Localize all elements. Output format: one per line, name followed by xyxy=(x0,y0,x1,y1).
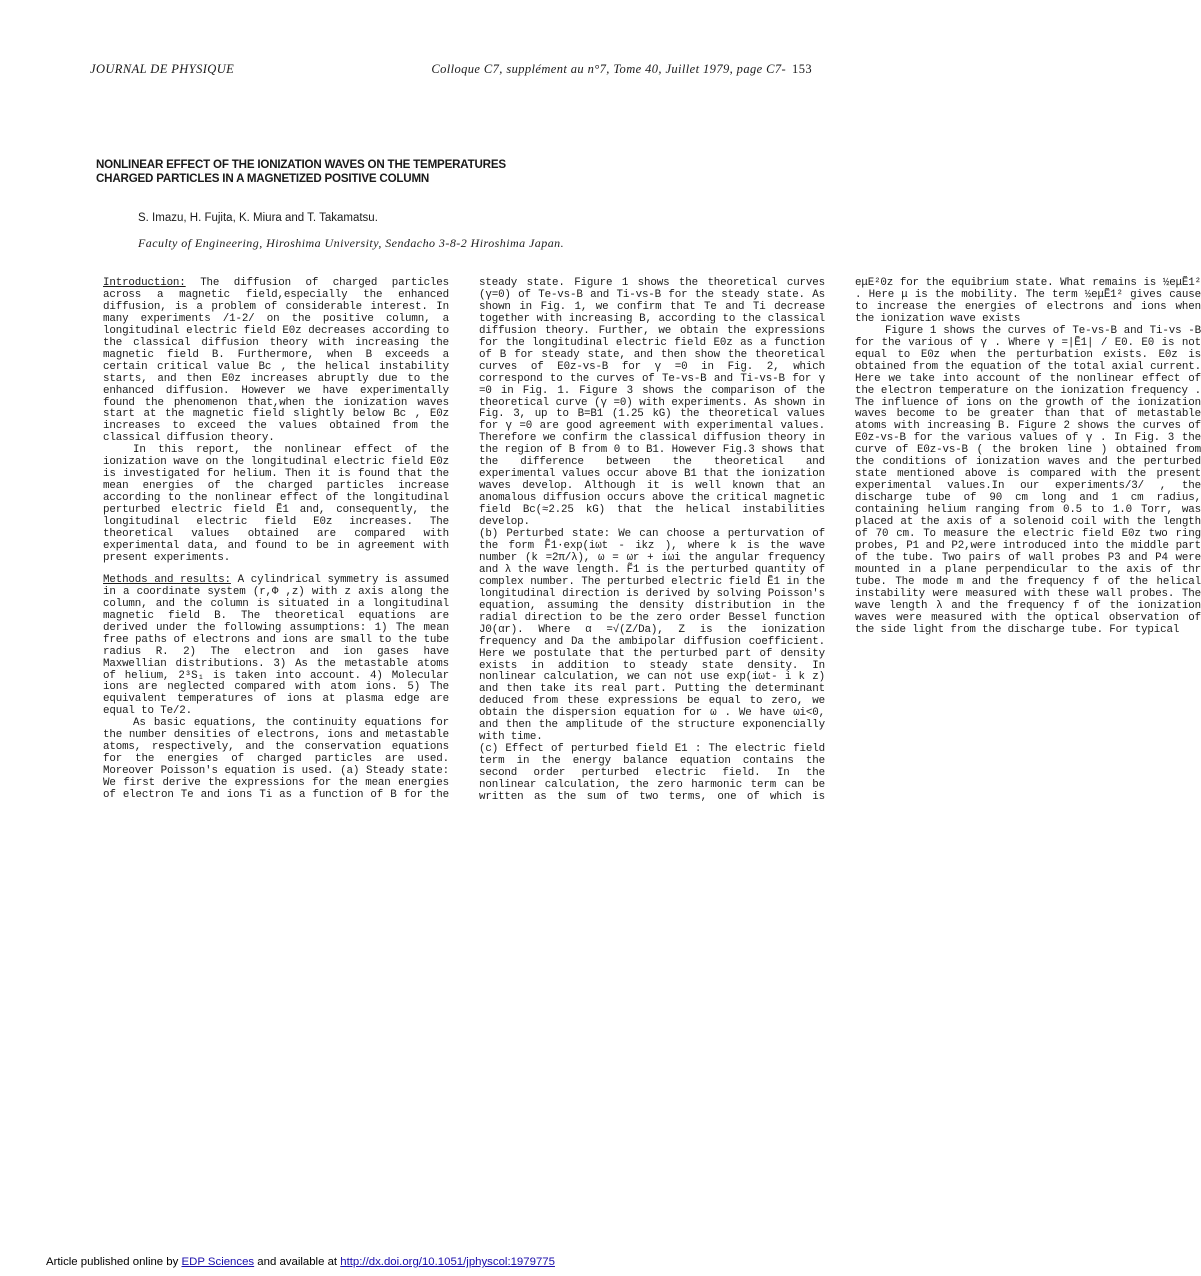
methods-heading: Methods and results: xyxy=(103,573,231,586)
figure-discussion-paragraph: Figure 1 shows the curves of Te-vs-B and Ti-vs -B for the various of γ . Where γ =|Ẽ1| / E0. E0 is not equal to E0z when the perturbation exists. E0z is obtained from the equation of the total axial current. Here we take into account of the nonlinear effect of the electron temperature on the ionization frequency . The influence of ions on the growth of the ionization waves become to be greater than that of metastable atoms with increasing B. Figure 2 shows the curves of E0z-vs-B for the various values of γ . In Fig. 3 the curve of E0z-vs-B ( the broken line ) obtained from the conditions of ionization waves and the perturbed state mentioned above is compared with the present experimental values.In our experiments/3/ , the discharge tube of 90 cm long and 1 cm radius, containing helium ranging from 0.5 to 1.0 Torr, was placed at the axis of a solenoid coil with the length of 70 cm. To measure the electric field E0z two ring probes, P1 and P2,were introduced into the middle part of the tube. Two pairs of wall probes P3 and P4 were mounted in a plane perpendicular to the axis of thr tube. The mode m and the frequency f of the helical instability were measured with these wall probes. The wave length λ and the frequency f of the ionization waves were measured with the optical observation of the side light from the discharge tube. For typical xyxy=(855,324,1201,636)
colloque-info xyxy=(431,62,812,77)
authors: S. Imazu, H. Fujita, K. Miura and T. Takamatsu. xyxy=(138,212,378,224)
body-text xyxy=(103,277,1201,813)
page-number: 153 xyxy=(792,62,812,76)
footer-prefix: Article published online by xyxy=(46,1256,182,1268)
journal-name: JOURNAL DE PHYSIQUE xyxy=(90,62,235,76)
publisher-link[interactable]: EDP Sciences xyxy=(181,1256,255,1268)
introduction-text-1: The diffusion of charged particles across a magnetic field,especially the enhanced diffusion, is a problem of considerable interest. In many experiments /1-2/ on the positive column, a longitudinal electric field E0z decreases according to the classical diffusion theory with increasing the magnetic field B. Furthermore, when B exceeds a certain critical value Bc , the helical instability starts, and then E0z increases abruptly due to the enhanced diffusion. However we have experimentally found the phenomenon that,when the ionization waves start at the magnetic field slightly below Bc , E0z increases to exceed the values obtained from the classical diffusion theory. xyxy=(103,277,449,445)
title-line-2: CHARGED PARTICLES IN A MAGNETIZED POSITIVE COLUMN xyxy=(96,172,430,185)
methods-paragraph-1 xyxy=(103,575,449,718)
introduction-paragraph-2: In this report, the nonlinear effect of the ionization wave on the longitudinal electric field E0z is investigated for helium. Then it is found that the mean energies of the charged particles increase according to the nonlinear effect of the longitudinal perturbed electric field Ẽ1 and, consequently, the longitudinal electric field E0z increases. The theoretical values obtained are compared with experimental data, and found to be in agreement with present experiments. xyxy=(103,444,449,564)
title-line-1: NONLINEAR EFFECT OF THE IONIZATION WAVES ON THE TEMPERATURES xyxy=(96,158,506,171)
introduction-heading: Introduction: xyxy=(103,277,186,289)
footer-middle: and available at xyxy=(254,1256,341,1268)
paper-title xyxy=(96,158,736,186)
methods-paragraph-2: As basic equations, the continuity equations for the number densities of electrons, ions and metastable atoms, respectively, and the conservation equations for the energies of charged particles are used. Moreover Poisson's equation is used. (a) Steady state: We first derive the expressions for the mean energies of electron Te and ions Ti as a function of B for the steady state. Figure 1 shows the theoretical curves (γ=0) of Te-vs-B and Ti-vs-B for the steady state. As shown in Fig. 1, we confirm that Te and Ti decrease together with increasing B, according to the classical diffusion theory. Further, we obtain the expressions for the longitudinal electric field E0z as a function of B for steady state, and then show the theoretical curves of E0z-vs-B for γ =0 in Fig. 2, which correspond to the curves of Te-vs-B and Ti-vs-B for γ =0 in Fig. 1. Figure 3 shows the comparison of the theoretical curve (γ =0) with experiments. As shown in Fig. 3, up to B=B1 (1.25 kG) the theoretical values for γ =0 are good agreement with experimental values. Therefore we confirm the classical diffusion theory in the region of B from 0 to B1. However Fig.3 shows that the difference between the theoretical and experimental values occur above B1 that the ionization waves develop. Although it is well known that an anomalous diffusion occurs above the critical magnetic field Bc(≈2.25 kG) that the helical instabilities develop. xyxy=(103,277,825,802)
perturbed-state-paragraph: (b) Perturbed state: We can choose a perturvation of the form F̃1·exp(iωt - ikz ), where k is the wave number (k =2π/λ), ω = ωr + iωi the angular frequency and λ the wave length. F̃1 is the perturbed quantity of complex number. The perturbed electric field Ẽ1 in the longitudinal direction is derived by solving Poisson's equation, assuming the density distribution in the radial direction to be the zero order Bessel function J0(αr). Where α =√(Z/Da), Z is the ionization frequency and Da the ambipolar diffusion coefficient. Here we postulate that the perturbed part of density exists in addition to steady state density. In nonlinear calculation, we can not use exp(iωt- i k z) and then take its real part. Putting the determinant deduced from these expressions be equal to zero, we obtain the dispersion equation for ω . We have ωi<0, and then the amplitude of the structure exponencially with time. xyxy=(479,528,825,744)
doi-link[interactable]: http://dx.doi.org/10.1051/jphyscol:1979775 xyxy=(340,1256,555,1268)
perturbed-field-paragraph: (c) Effect of perturbed field E1 : The electric field term in the energy balance equation contains the second order perturbed electric field. In the nonlinear calculation, the zero harmonic term can be written as the sum of two terms, one of which is eμE²0z for the equibrium state. What remains is ½eμẼ1² . Here μ is the mobility. The term ½eμẼ1² gives cause to increase the energies of electrons and ions when the ionization wave exists xyxy=(479,277,1201,803)
colloque-text: Colloque C7, supplément au n°7, Tome 40, Juillet 1979, page C7- xyxy=(431,62,787,76)
methods-text-1: A cylindrical symmetry is assumed in a coordinate system (r,Φ ,z) with z axis along the column, and the column is situated in a longitudinal magnetic field B. The theoretical equations are derived under the following assumptions: 1) The mean free paths of electrons and ions are small to the tube radius R. 2) The electron and ion gases have Maxwellian distributions. 3) As the metastable atoms of helium, 2³S₁ is taken into account. 4) Molecular ions are neglected compared with atom ions. 5) The equivalent temperatures of ions at plasma edge are equal to Te/2. xyxy=(103,573,449,718)
footer xyxy=(46,1256,906,1268)
affiliation: Faculty of Engineering, Hiroshima University, Sendacho 3-8-2 Hiroshima Japan. xyxy=(138,236,565,250)
introduction-paragraph-1 xyxy=(103,278,449,445)
